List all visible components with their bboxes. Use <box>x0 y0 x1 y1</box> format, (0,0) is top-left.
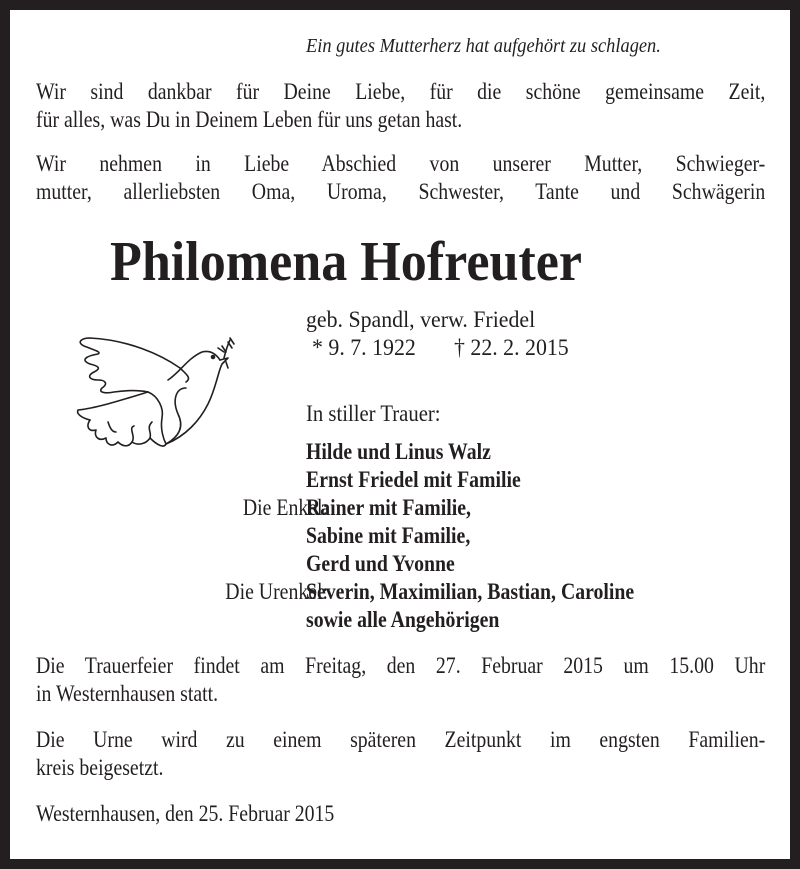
motto: Ein gutes Mutterherz hat aufgehört zu schlagen. <box>306 35 661 57</box>
gratitude-line-1: Wir sind dankbar für Deine Liebe, für die schöne gemeinsame Zeit, <box>36 79 766 104</box>
deceased-name: Philomena Hofreuter <box>110 231 583 293</box>
mourners-intro: In stiller Trauer: <box>306 401 441 426</box>
mourner-names: Ernst Friedel mit Familie <box>306 467 521 492</box>
mourner-names: Hilde und Linus Walz <box>306 439 491 464</box>
farewell-line-2: mutter, allerliebsten Oma, Uroma, Schwester, Tante und Schwägerin <box>36 179 766 204</box>
mourner-names: Severin, Maximilian, Bastian, Caroline <box>306 579 635 604</box>
mourner-names: Gerd und Yvonne <box>306 551 455 576</box>
maiden-widow-names: geb. Spandl, verw. Friedel <box>306 307 536 332</box>
mourner-names: Rainer mit Familie, <box>306 495 471 520</box>
dove-icon <box>68 318 240 458</box>
urn-line-1: Die Urne wird zu einem späteren Zeitpunkt im engsten Familien- <box>36 727 766 752</box>
mourner-names: sowie alle Angehörigen <box>306 607 500 632</box>
mourner-label-great-grandchildren: Die Urenkel: <box>225 579 328 604</box>
funeral-line-2: in Westernhausen statt. <box>36 681 219 706</box>
gratitude-line-2: für alles, was Du in Deinem Leben für uns getan hast. <box>36 107 463 132</box>
death-date: † 22. 2. 2015 <box>454 335 569 360</box>
mourner-names: Sabine mit Familie, <box>306 523 471 548</box>
mourner-label-grandchildren: Die Enkel: <box>242 495 328 520</box>
farewell-line-1: Wir nehmen in Liebe Abschied von unserer Mutter, Schwieger- <box>36 151 766 176</box>
birth-date: * 9. 7. 1922 <box>312 335 416 360</box>
urn-line-2: kreis beigesetzt. <box>36 755 164 780</box>
funeral-line-1: Die Trauerfeier findet am Freitag, den 27. Februar 2015 um 15.00 Uhr <box>36 653 766 678</box>
place-date: Westernhausen, den 25. Februar 2015 <box>36 801 335 826</box>
